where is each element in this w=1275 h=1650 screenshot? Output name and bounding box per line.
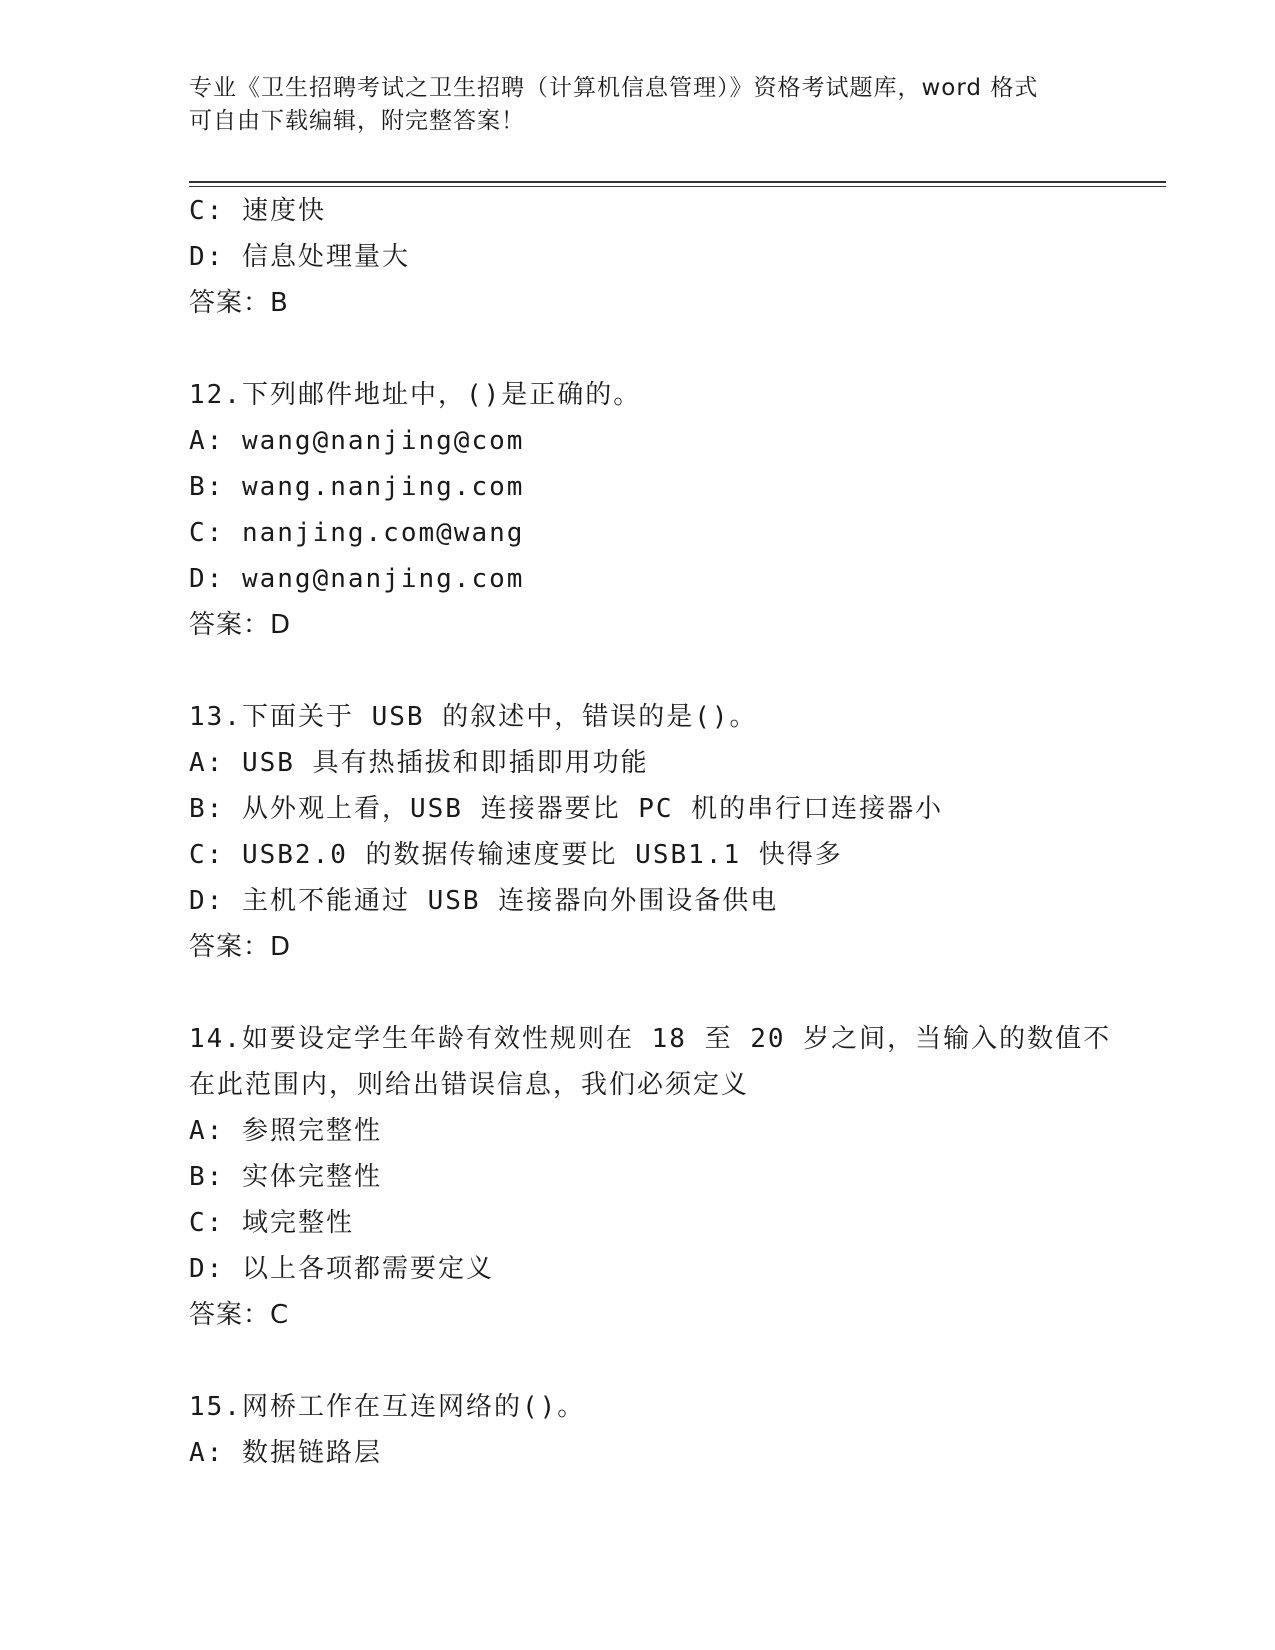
option-d: D: wang@nanjing.com bbox=[189, 564, 525, 594]
option-d: D: 以上各项都需要定义 bbox=[189, 1254, 494, 1284]
spacer bbox=[189, 648, 1089, 694]
header-divider-thick bbox=[189, 181, 1166, 183]
option-c: C: 速度快 bbox=[189, 196, 326, 226]
answer: 答案：D bbox=[189, 932, 292, 962]
question-11-tail bbox=[189, 188, 1089, 326]
option-a: A: wang@nanjing@com bbox=[189, 426, 525, 456]
question-15 bbox=[189, 1384, 1089, 1476]
option-b: B: wang.nanjing.com bbox=[189, 472, 525, 502]
question-text: 13.下面关于 USB 的叙述中，错误的是()。 bbox=[189, 702, 758, 732]
option-c: C: nanjing.com@wang bbox=[189, 518, 525, 548]
question-text: 15.网桥工作在互连网络的()。 bbox=[189, 1392, 586, 1422]
option-a: A: 参照完整性 bbox=[189, 1116, 382, 1146]
option-d: D: 信息处理量大 bbox=[189, 242, 410, 272]
spacer bbox=[189, 1338, 1089, 1384]
answer: 答案：C bbox=[189, 1300, 290, 1330]
answer: 答案：B bbox=[189, 288, 289, 318]
question-12 bbox=[189, 372, 1089, 648]
header-line-1: 专业《卫生招聘考试之卫生招聘（计算机信息管理）》资格考试题库，word 格式 bbox=[189, 75, 1039, 101]
spacer bbox=[189, 326, 1089, 372]
question-13 bbox=[189, 694, 1089, 970]
answer: 答案：D bbox=[189, 610, 292, 640]
option-a: A: 数据链路层 bbox=[189, 1438, 382, 1468]
question-text-line-1: 14.如要设定学生年龄有效性规则在 18 至 20 岁之间，当输入的数值不 bbox=[189, 1024, 1112, 1054]
question-text-line-2: 在此范围内，则给出错误信息，我们必须定义 bbox=[189, 1070, 750, 1100]
header-line-2: 可自由下载编辑，附完整答案！ bbox=[189, 108, 525, 134]
option-b: B: 从外观上看，USB 连接器要比 PC 机的串行口连接器小 bbox=[189, 794, 944, 824]
question-text: 12.下列邮件地址中，()是正确的。 bbox=[189, 380, 642, 410]
spacer bbox=[189, 970, 1089, 1016]
question-list bbox=[189, 188, 1112, 1476]
question-14 bbox=[189, 1016, 1112, 1338]
option-d: D: 主机不能通过 USB 连接器向外围设备供电 bbox=[189, 886, 779, 916]
option-a: A: USB 具有热插拔和即插即用功能 bbox=[189, 748, 649, 778]
document-header bbox=[189, 72, 1089, 138]
option-c: C: 域完整性 bbox=[189, 1208, 354, 1238]
option-b: B: 实体完整性 bbox=[189, 1162, 382, 1192]
option-c: C: USB2.0 的数据传输速度要比 USB1.1 快得多 bbox=[189, 840, 843, 870]
header-divider-thin bbox=[189, 186, 1166, 187]
